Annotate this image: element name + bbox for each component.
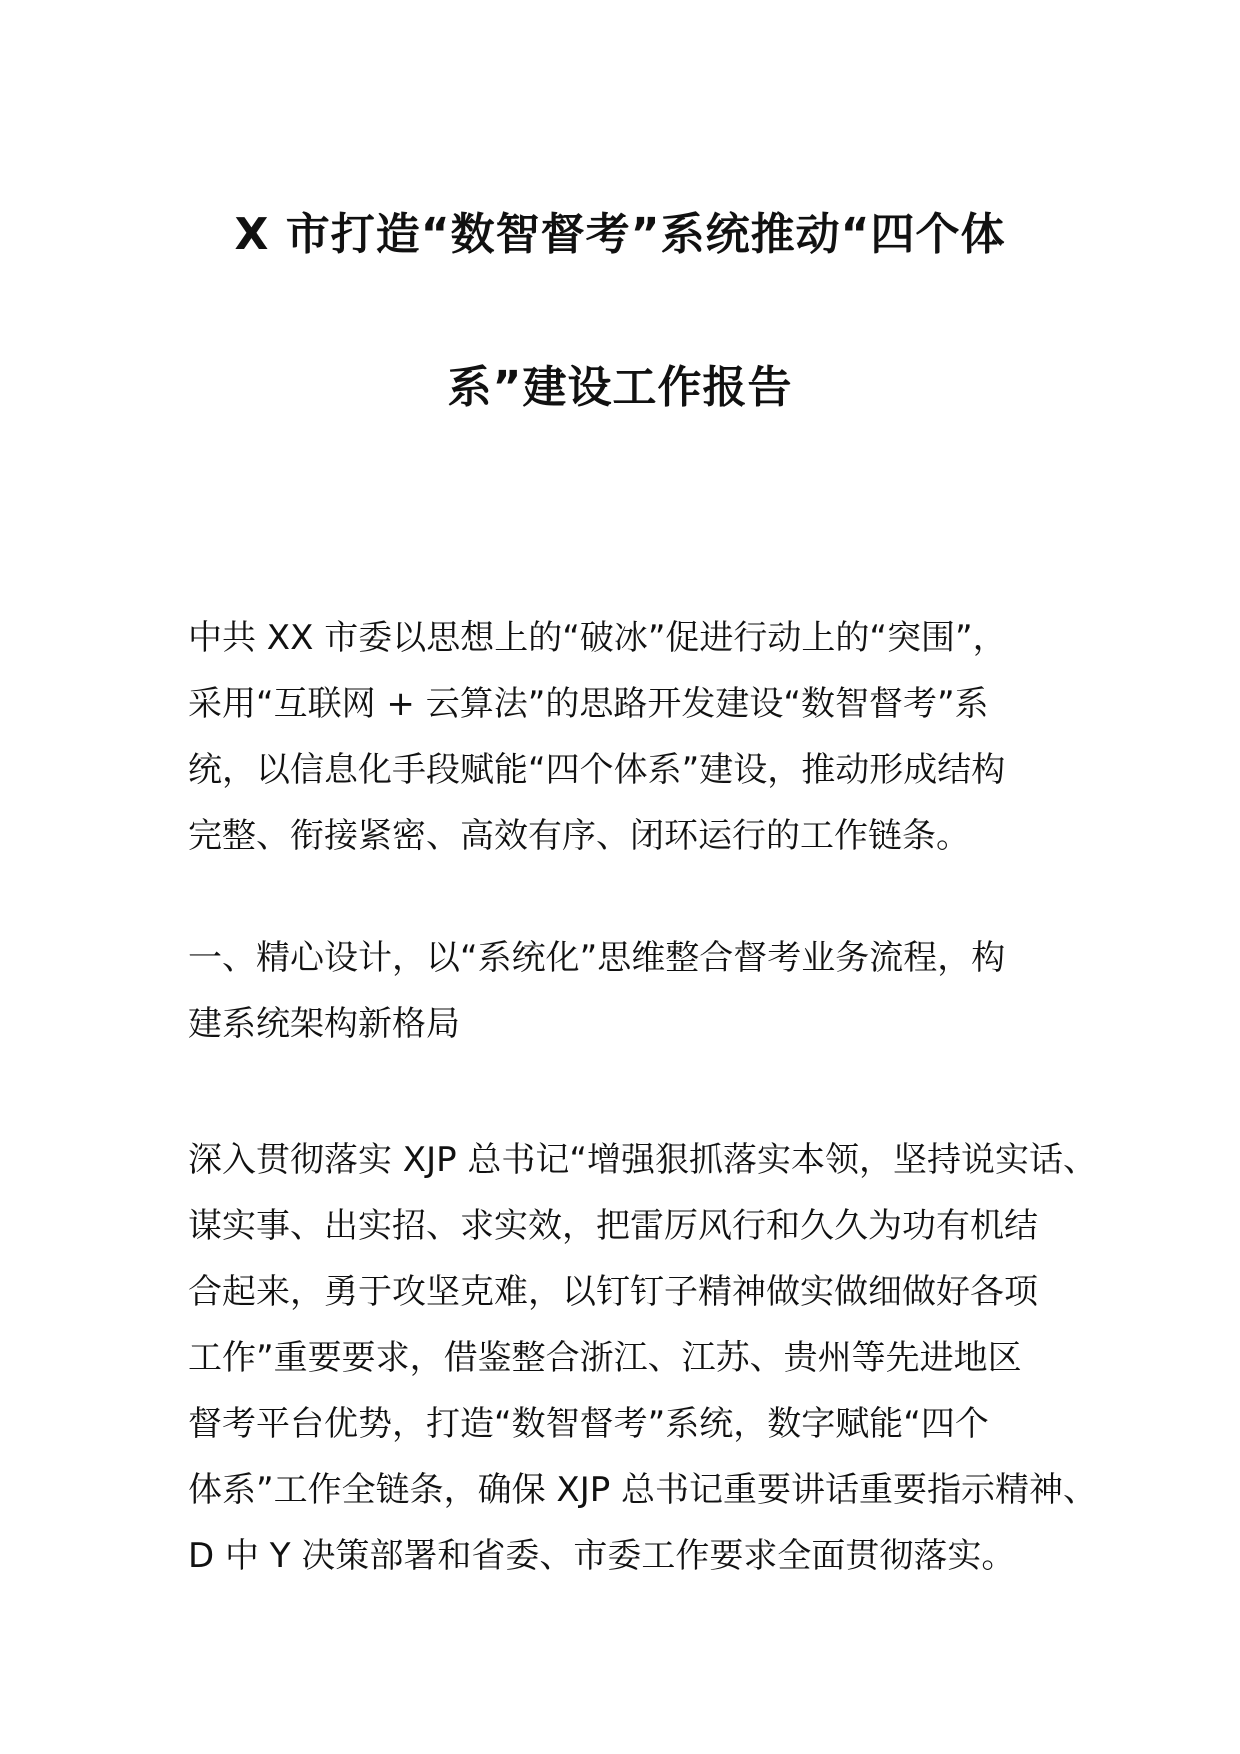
- intro-line: 中共 XX 市委以思想上的“破冰”促进行动上的“突围”，: [188, 618, 1007, 658]
- body-line: D 中 Y 决策部署和省委、市委工作要求全面贯彻落实。: [188, 1536, 1016, 1576]
- body-line: 督考平台优势，打造“数智督考”系统，数字赋能“四个: [188, 1404, 989, 1444]
- document-title-line-1: X 市打造“数智督考”系统推动“四个体: [234, 209, 1006, 260]
- section-heading-line: 建系统架构新格局: [188, 1004, 460, 1044]
- intro-paragraph: [188, 605, 1068, 869]
- intro-line: 采用“互联网 + 云算法”的思路开发建设“数智督考”系: [188, 684, 989, 724]
- body-paragraph: [188, 1127, 1098, 1589]
- body-line: 谋实事、出实招、求实效，把雷厉风行和久久为功有机结: [188, 1206, 1038, 1246]
- intro-line: 统，以信息化手段赋能“四个体系”建设，推动形成结构: [188, 750, 1006, 790]
- section-heading-line: 一、精心设计，以“系统化”思维整合督考业务流程，构: [188, 938, 1006, 978]
- body-line: 工作”重要要求，借鉴整合浙江、江苏、贵州等先进地区: [188, 1338, 1022, 1378]
- section-heading: [188, 925, 1068, 1057]
- body-line: 合起来，勇于攻坚克难，以钉钉子精神做实做细做好各项: [188, 1272, 1038, 1312]
- body-line: 体系”工作全链条，确保 XJP 总书记重要讲话重要指示精神、: [188, 1470, 1098, 1510]
- document-title-line-2: 系”建设工作报告: [447, 362, 793, 413]
- intro-line: 完整、衔接紧密、高效有序、闭环运行的工作链条。: [188, 816, 970, 856]
- body-line: 深入贯彻落实 XJP 总书记“增强狠抓落实本领，坚持说实话、: [188, 1140, 1098, 1180]
